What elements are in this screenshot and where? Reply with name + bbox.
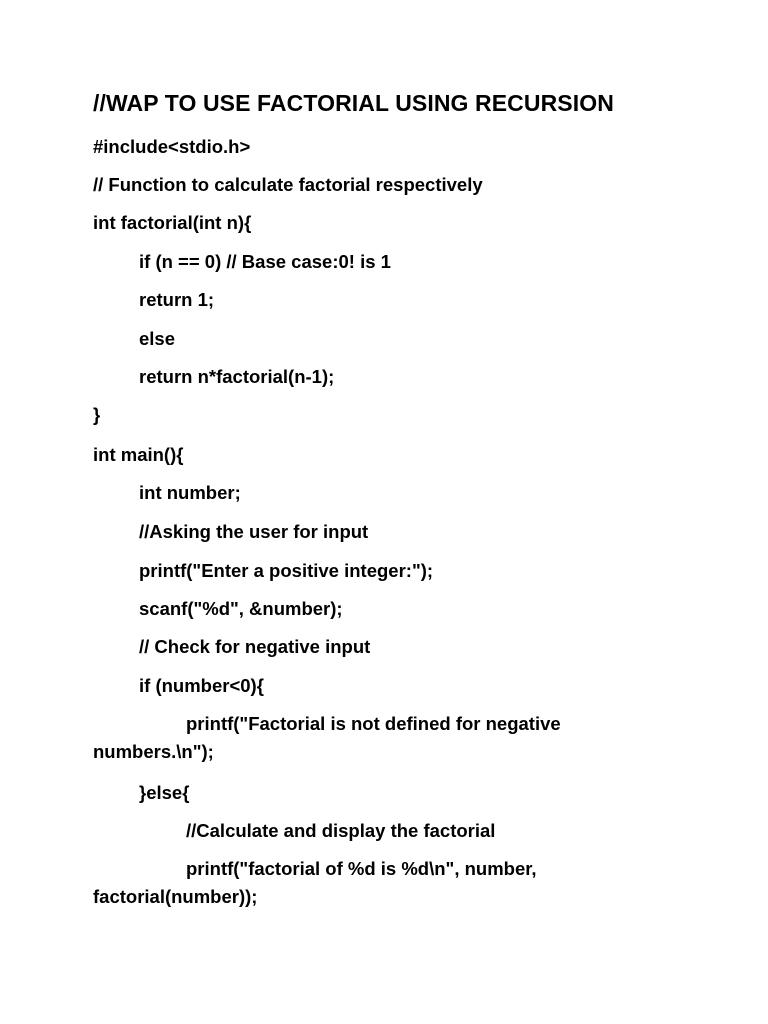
code-line-recursive-return: return n*factorial(n-1);: [139, 366, 335, 387]
code-line-else: else: [139, 328, 176, 349]
printf-result-text: printf("factorial of %d is %d\n", number, factorial(number));: [93, 858, 537, 907]
code-line-comment-calculate: //Calculate and display the factorial: [186, 820, 496, 841]
code-line-include: #include<stdio.h>: [93, 136, 251, 157]
document-title: //WAP TO USE FACTORIAL USING RECURSION: [93, 90, 614, 116]
code-line-comment-input: //Asking the user for input: [139, 521, 369, 542]
code-line-else-brace: }else{: [139, 782, 190, 803]
code-line-return-one: return 1;: [139, 289, 215, 310]
code-line-printf-result: [93, 855, 613, 911]
code-line-comment-function: // Function to calculate factorial respectively: [93, 174, 483, 195]
code-line-main-signature: int main(){: [93, 444, 184, 465]
code-line-printf-error: [93, 710, 613, 766]
code-line-comment-negative: // Check for negative input: [139, 636, 371, 657]
code-line-if-negative: if (number<0){: [139, 675, 264, 696]
code-line-declare-number: int number;: [139, 482, 241, 503]
printf-error-text: printf("Factorial is not defined for negative numbers.\n");: [93, 713, 561, 762]
code-line-printf-prompt: printf("Enter a positive integer:");: [139, 560, 434, 581]
code-line-scanf: scanf("%d", &number);: [139, 598, 343, 619]
code-line-base-case: if (n == 0) // Base case:0! is 1: [139, 251, 391, 272]
code-line-close-brace: }: [93, 404, 101, 425]
code-line-factorial-signature: int factorial(int n){: [93, 212, 252, 233]
